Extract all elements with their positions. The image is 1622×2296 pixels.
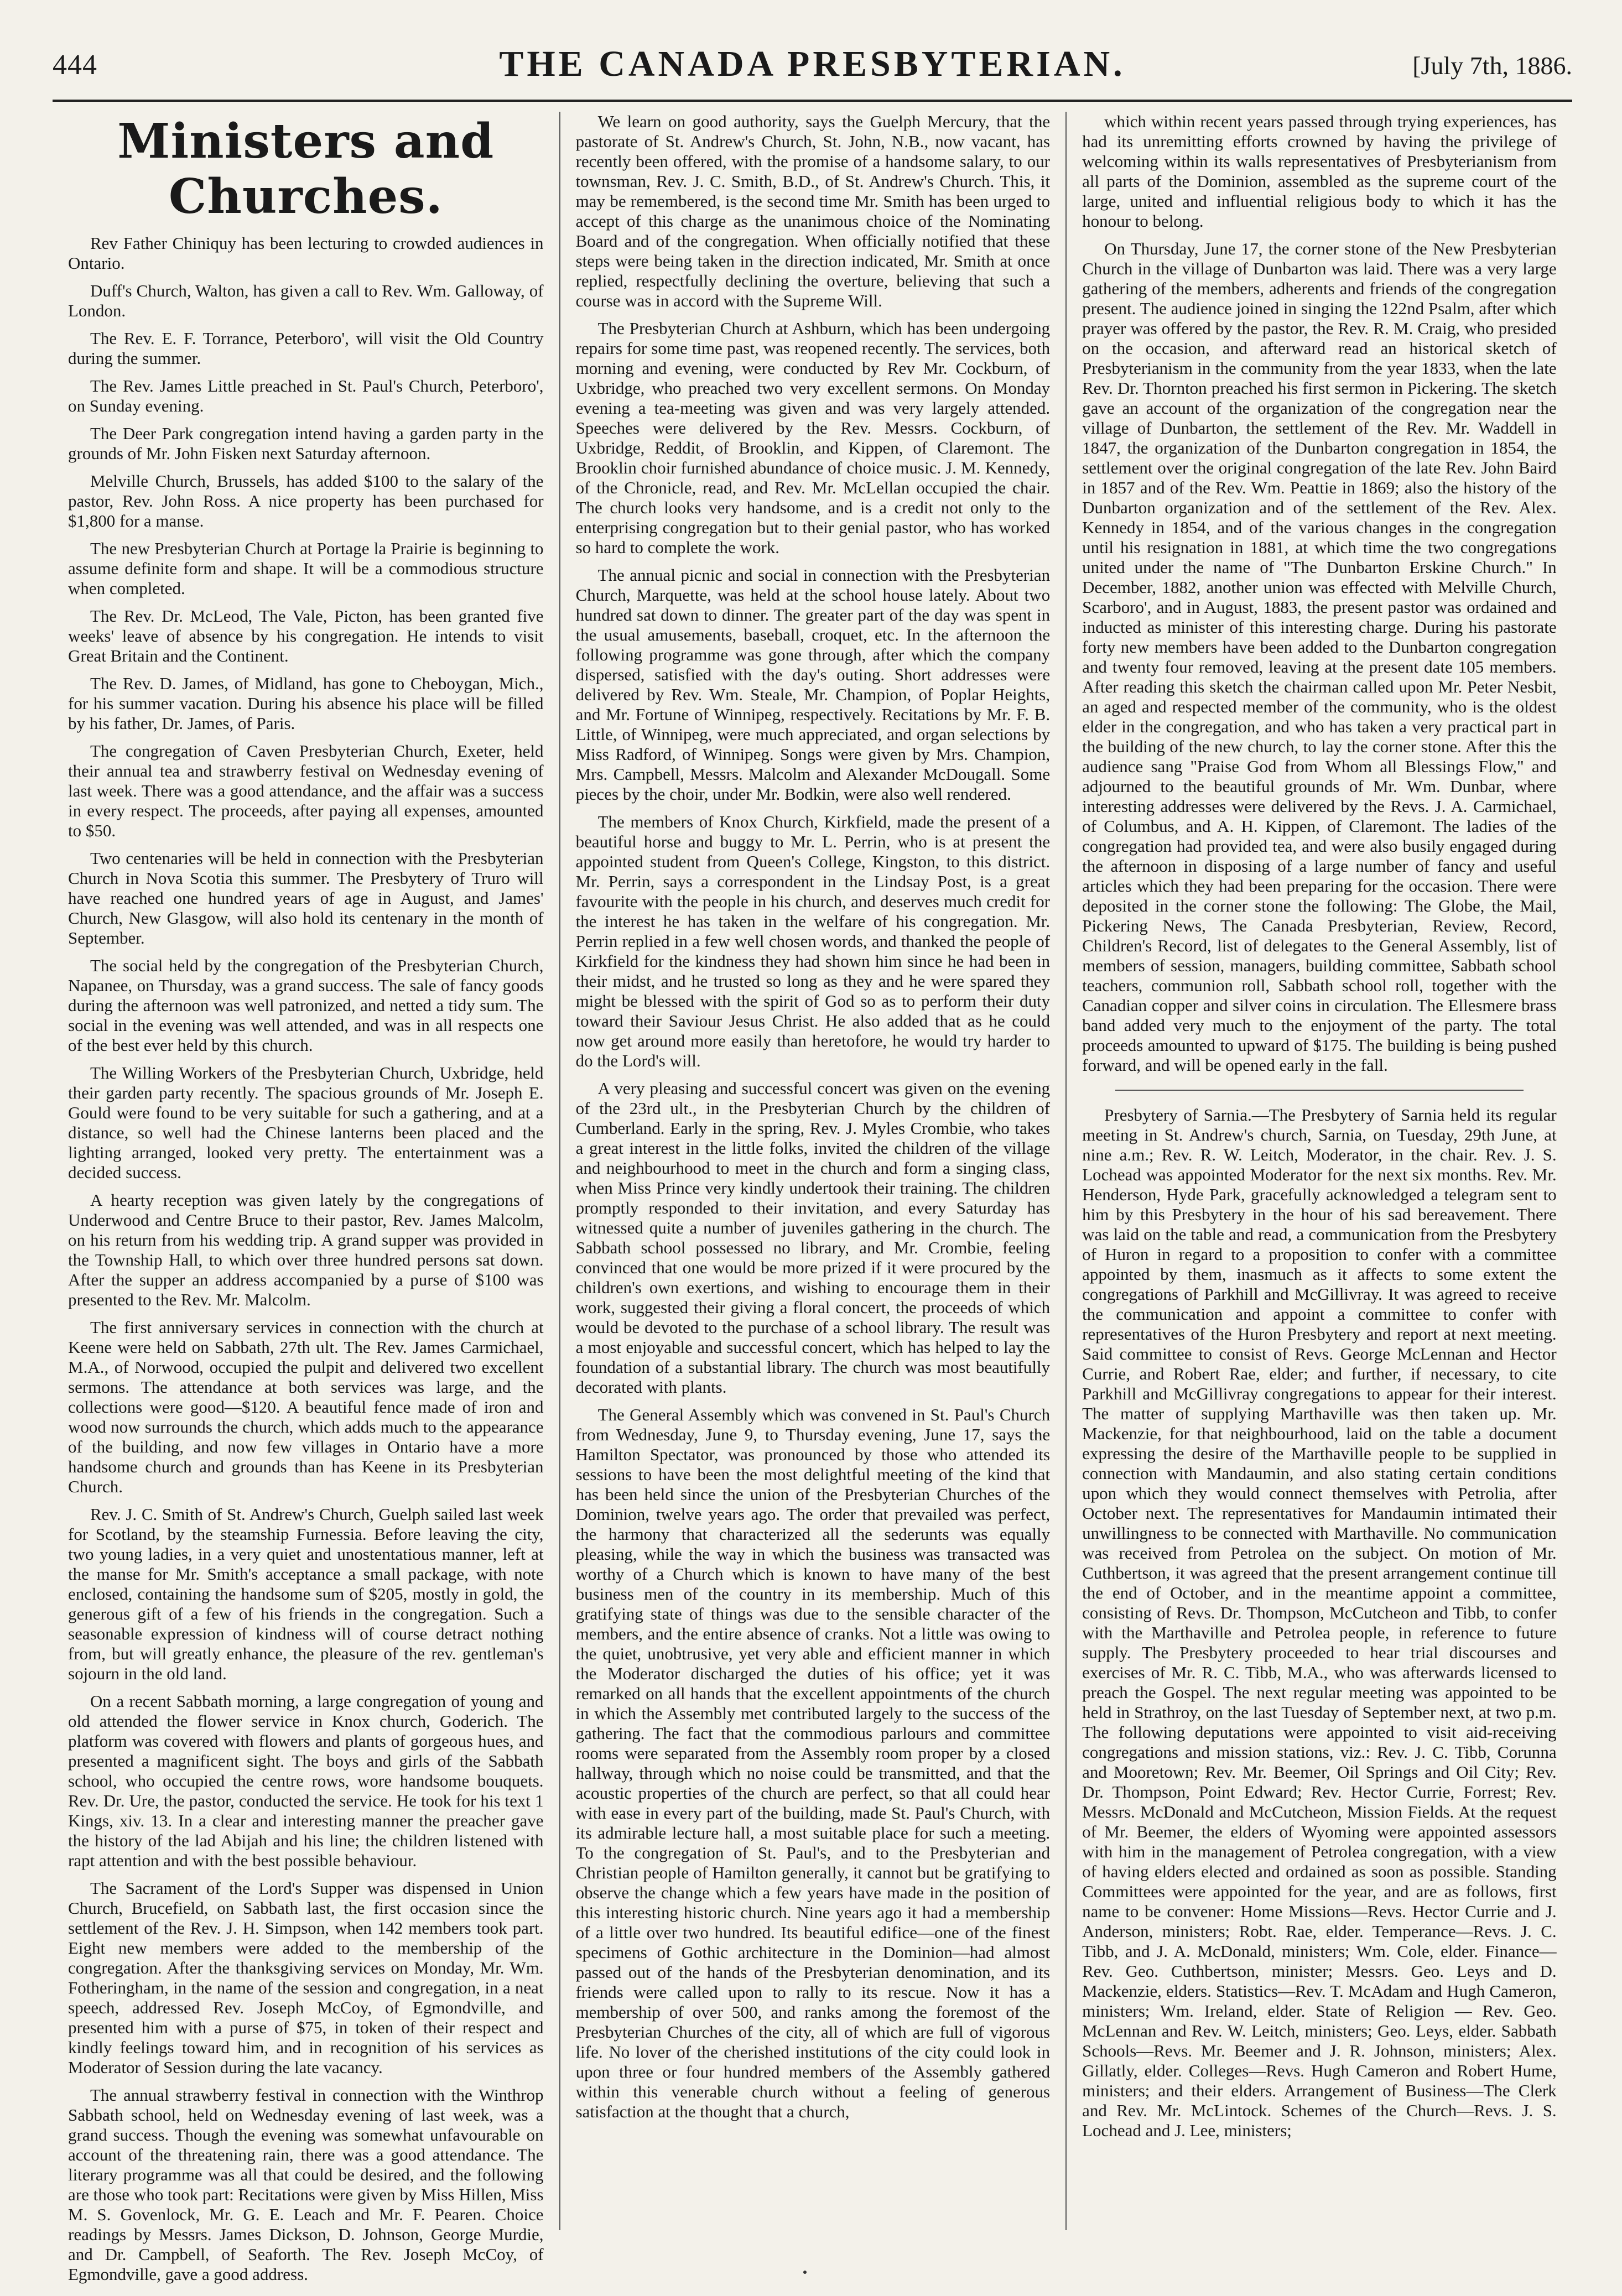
article-paragraph: On Thursday, June 17, the corner stone of the New Presbyterian Church in the village of Dunbarton was laid. There was a very large gathering of the members, adherents and friends of the congregation present. The audience joined in singing the 122nd Psalm, after which prayer was offered by the pastor, the Rev. R. M. Craig, who presided on the occasion, and afterward read an historical sketch of Presbyterianism in the community from the year 1833, when the late Rev. Dr. Thornton preached his first sermon in Pickering. The sketch gave an account of the organization of the congregation near the village of Dunbarton, the settlement of the Rev. Mr. Waddell in 1847, the organization of the Dunbarton congregation in 1854, the settlement over the original congregation of the late Rev. John Baird in 1857 and of the Rev. Wm. Peattie in 1869; also the history of the Dunbarton organization and of the settlement of the Rev. Alex. Kennedy in 1854, and of the various changes in the congregation until his resignation in 1881, at which time the two congregations united under the name of "The Dunbarton Erskine Church." In December, 1882, another union was effected with Melville Church, Scarboro', and in August, 1883, the present pastor was ordained and inducted as minister of this interesting charge. During his pastorate forty new members have been added to the Dunbarton congregation and twenty four removed, leaving at the present date 105 members. After reading this sketch the chairman called upon Mr. Peter Nesbit, an aged and respected member of the community, who is the oldest elder in the congregation, and who has taken a very practical part in the building of the new church, to lay the corner stone. After this the audience sang "Praise God from Whom all Blessings Flow," and adjourned to the beautiful grounds of Mr. Wm. Dunbar, where interesting addresses were delivered by the Revs. J. A. Carmichael, of Columbus, and A. H. Kippen, of Claremont. The ladies of the congregation had provided tea, and were also busily engaged during the afternoon in disposing of a large number of fancy and useful articles which they had been preparing for the occasion. There were deposited in the corner stone the following: The Globe, the Mail, Pickering News, The Canada Presbyterian, Review, Record, Children's Record, list of delegates to the General Assembly, list of members of session, managers, building committee, Sabbath school teachers, communion roll, Sabbath school roll, together with the Canadian copper and silver coins in circulation. The Ellesmere brass band added very much to the enjoyment of the party. The total proceeds amounted to upward of $175. The building is being pushed forward, and will be opened early in the fall. xyxy=(1082,239,1557,1075)
article-columns xyxy=(53,112,1572,2284)
article-paragraph: Two centenaries will be held in connection with the Presbyterian Church in Nova Scotia this summer. The Presbytery of Truro will have reached one hundred years of age in August, and James' Church, New Glasgow, will also hold its centenary in the month of September. xyxy=(68,848,544,947)
article-paragraph: The General Assembly which was convened in St. Paul's Church from Wednesday, June 9, to Thursday evening, June 17, says the Hamilton Spectator, was pronounced by those who attended its sessions to have been the most delightful meeting of the kind that has been held since the union of the Presbyterian Churches of the Dominion, twelve years ago. The order that prevailed was perfect, the harmony that characterized all the sederunts was equally pleasing, while the way in which the business was transacted was worthy of a Church which is known to have many of the best business men of the country in its membership. Much of this gratifying state of things was due to the sensible character of the members, and the entire absence of cranks. Not a little was owing to the quiet, unobtrusive, yet very able and efficient manner in which the Moderator discharged the duties of his office; yet it was remarked on all hands that the excellent appointments of the church in which the Assembly met contributed largely to the success of the gathering. The fact that the commodious parlours and committee rooms were separated from the Assembly room proper by a closed hallway, through which no noise could be transmitted, and that the acoustic properties of the church are perfect, so that all could hear with ease in every part of the building, made St. Paul's Church, with its admirable lecture hall, a most suitable place for such a meeting. To the congregation of St. Paul's, and to the Presbyterian and Christian people of Hamilton generally, it cannot but be gratifying to observe the change which a few years have made in the position of this interesting historic church. Nine years ago it had a membership of a little over two hundred. Its beautiful edifice—one of the finest specimens of Gothic architecture in the Dominion—had almost passed out of the hands of the Presbyterian denomination, and its friends were called upon to rally to its rescue. Now it has a membership of over 500, and ranks among the foremost of the Presbyterian Churches of the city, all of which are full of vigorous life. No lover of the cherished institutions of the city could look in upon three or four hundred members of the Assembly gathered within this venerable church without a feeling of generous satisfaction at the thought that a church, xyxy=(575,1405,1051,2121)
article-paragraph: Rev Father Chiniquy has been lecturing to crowded audiences in Ontario. xyxy=(68,233,544,273)
article-paragraph: The Deer Park congregation intend having a garden party in the grounds of Mr. John Fisken next Saturday afternoon. xyxy=(68,424,544,463)
article-paragraph: The annual strawberry festival in connection with the Winthrop Sabbath school, held on Wednesday evening of last week, was a grand success. Though the evening was somewhat unfavourable on account of the threatening rain, there was a good attendance. The literary programme was all that could be desired, and the following are those who took part: Recitations were given by Miss Hillen, Miss M. S. Govenlock, Mr. G. E. Leach and Mr. F. Pearen. Choice readings by Messrs. James Dickson, D. Johnson, George Murdie, and Dr. Campbell, of Seaforth. The Rev. Joseph McCoy, of Egmondville, gave a good address. xyxy=(68,2085,544,2284)
article-paragraph: A hearty reception was given lately by the congregations of Underwood and Centre Bruce to their pastor, Rev. James Malcolm, on his return from his wedding trip. A grand supper was provided in the Township Hall, to which over three hundred persons sat down. After the supper an address accompanied by a purse of $100 was presented to the Rev. Mr. Malcolm. xyxy=(68,1190,544,1309)
article-paragraph: We learn on good authority, says the Guelph Mercury, that the pastorate of St. Andrew's Church, St. John, N.B., now vacant, has recently been offered, with the promise of a handsome salary, to our townsman, Rev. J. C. Smith, B.D., of St. Andrew's Church. This, it may be remembered, is the second time Mr. Smith has been urged to accept of this charge as the unanimous choice of the Nominating Board and of the congregation. When officially notified that these steps were being taken in the direction indicated, Mr. Smith at once replied, respectfully declining the overture, believing that such a course was in accord with the Supreme Will. xyxy=(575,112,1051,310)
article-paragraph: The congregation of Caven Presbyterian Church, Exeter, held their annual tea and strawberry festival on Wednesday evening of last week. There was a good attendance, and the affair was a success in every respect. The proceeds, after paying all expenses, amounted to $50. xyxy=(68,741,544,840)
article-paragraph: The members of Knox Church, Kirkfield, made the present of a beautiful horse and buggy to Mr. L. Perrin, who is at present the appointed student from Queen's College, Kingston, to this district. Mr. Perrin, says a correspondent in the Lindsay Post, is a great favourite with the people in his church, and deserves much credit for the interest he has taken in the welfare of his congregation. Mr. Perrin replied in a few well chosen words, and thanked the people of Kirkfield for the kindness they had shown him since he had been in their midst, and he trusted so long as they and he were spared they might be blessed with the spirit of God so as to perform their duty toward their Saviour Jesus Christ. He also added that as he could now get around more easily than heretofore, he would try harder to do the Lord's will. xyxy=(575,812,1051,1070)
article-paragraph: Rev. J. C. Smith of St. Andrew's Church, Guelph sailed last week for Scotland, by the steamship Furnessia. Before leaving the city, two young ladies, in a very quiet and unostentatious manner, left at the manse for Mr. Smith's acceptance a small package, with note enclosed, containing the handsome sum of $205, mostly in gold, the generous gift of a few of his friends in the congregation. Such a seasonable expression of kindness will of course detract nothing from, but will greatly enhance, the pleasure of the rev. gentleman's sojourn in the old land. xyxy=(68,1504,544,1683)
article-paragraph: The annual picnic and social in connection with the Presbyterian Church, Marquette, was held at the school house lately. About two hundred sat down to dinner. The greater part of the day was spent in the usual amusements, baseball, croquet, etc. In the afternoon the following programme was gone through, after which the company dispersed, satisfied with the day's outing. Short addresses were delivered by Rev. Wm. Steale, Mr. Champion, of Poplar Heights, and Mr. Fortune of Winnipeg, respectively. Recitations by Mr. F. B. Little, of Winnipeg, were much appreciated, and organ selections by Miss Radford, of Winnipeg. Songs were given by Mrs. Champion, Mrs. Campbell, Messrs. Malcolm and Alexander McDougall. Some pieces by the choir, under Mr. Bodkin, were also well rendered. xyxy=(575,565,1051,804)
page-mark xyxy=(803,2271,807,2274)
page-number: 444 xyxy=(53,49,97,81)
issue-date: [July 7th, 1886. xyxy=(1412,51,1572,80)
section-title: Ministers and Churches. xyxy=(117,113,495,225)
article-paragraph: The new Presbyterian Church at Portage la Prairie is beginning to assume definite form and shape. It will be a commodious structure when completed. xyxy=(68,539,544,598)
article-paragraph: The Sacrament of the Lord's Supper was dispensed in Union Church, Brucefield, on Sabbath last, the first occasion since the settlement of the Rev. J. H. Simpson, when 142 members took part. Eight new members were added to the membership of the congregation. After the thanksgiving services on Monday, Mr. Wm. Fotheringham, in the name of the session and congregation, in a neat speech, addressed Rev. Joseph McCoy, of Egmondville, and presented him with a purse of $75, in token of their respect and kindly feelings toward him, and in recognition of his services as Moderator of Session during the late vacancy. xyxy=(68,1878,544,2077)
article-paragraph: Melville Church, Brussels, has added $100 to the salary of the pastor, Rev. John Ross. A nice property has been purchased for $1,800 for a manse. xyxy=(68,471,544,530)
article-paragraph: A very pleasing and successful concert was given on the evening of the 23rd ult., in the Presbyterian Church by the children of Cumberland. Early in the spring, Rev. J. Myles Crombie, who takes a great interest in the little folks, invited the children of the village and neighbourhood to meet in the church and form a singing class, when Miss Prince very kindly undertook their training. The children promptly responded to their invitation, and every Saturday has witnessed quite a number of juveniles gathering in the church. The Sabbath school possessed no library, and Mr. Crombie, feeling convinced that one would be more prized if it were procured by the children's own exertions, and wishing to encourage them in their work, suggested their giving a floral concert, the proceeds of which would be devoted to the purchase of a school library. The result was a most enjoyable and successful concert, which has helped to lay the foundation of a substantial library. The church was most beautifully decorated with plants. xyxy=(575,1079,1051,1397)
masthead-title: THE CANADA PRESBYTERIAN. xyxy=(499,44,1126,84)
article-paragraph: which within recent years passed through trying experiences, has had its unremitting efforts crowned by having the privilege of welcoming within its walls representatives of Presbyterianism from all parts of the Dominion, assembled as the supreme court of the large, united and influential religious body to which it has the honour to belong. xyxy=(1082,112,1557,231)
article-paragraph: The Presbyterian Church at Ashburn, which has been undergoing repairs for some time past, was reopened recently. The services, both morning and evening, were conducted by Rev Mr. Cockburn, of Uxbridge, who preached two very excellent sermons. On Monday evening a tea-meeting was given and was very largely attended. Speeches were delivered by the Rev. Messrs. Cockburn, of Uxbridge, Reddit, of Brooklin, and Kippen, of Claremont. The Brooklin choir furnished abundance of choice music. J. M. Kennedy, of the Chronicle, read, and Rev. Mr. McLellan occupied the chair. The church looks very handsome, and is a credit not only to the enterprising congregation but to their genial pastor, who has worked so hard to complete the work. xyxy=(575,319,1051,557)
article-paragraph: Duff's Church, Walton, has given a call to Rev. Wm. Galloway, of London. xyxy=(68,281,544,320)
column-middle xyxy=(559,112,1066,2230)
article-paragraph: On a recent Sabbath morning, a large congregation of young and old attended the flower service in Knox church, Goderich. The platform was covered with flowers and plants of gorgeous hues, and presented a magnificent sight. The boys and girls of the Sabbath school, who occupied the centre rows, wore handsome bouquets. Rev. Dr. Ure, the pastor, conducted the service. He took for his text 1 Kings, xiv. 13. In a clear and interesting manner the preacher gave the history of the lad Abijah and his line; the children listened with rapt attention and with the best possible behaviour. xyxy=(68,1691,544,1870)
article-paragraph: The Rev. James Little preached in St. Paul's Church, Peterboro', on Sunday evening. xyxy=(68,376,544,415)
article-paragraph: The Rev. D. James, of Midland, has gone to Cheboygan, Mich., for his summer vacation. During his absence his place will be filled by his father, Dr. James, of Paris. xyxy=(68,674,544,733)
article-paragraph: The social held by the congregation of the Presbyterian Church, Napanee, on Thursday, was a grand success. The sale of fancy goods during the afternoon was well patronized, and netted a tidy sum. The social in the evening was well attended, and was in all respects one of the best ever held by this church. xyxy=(68,956,544,1055)
article-paragraph: The Rev. Dr. McLeod, The Vale, Picton, has been granted five weeks' leave of absence by his congregation. He intends to visit Great Britain and the Continent. xyxy=(68,606,544,665)
article-paragraph: The Willing Workers of the Presbyterian Church, Uxbridge, held their garden party recently. The spacious grounds of Mr. Joseph E. Gould were found to be very suitable for such a gathering, and at a distance, so well had the Chinese lanterns been placed and the lighting arranged, looked very pretty. The entertainment was a decided success. xyxy=(68,1063,544,1182)
article-paragraph: The first anniversary services in connection with the church at Keene were held on Sabbath, 27th ult. The Rev. James Carmichael, M.A., of Norwood, occupied the pulpit and delivered two excellent sermons. The attendance at both services was large, and the collections were good—$120. A beautiful fence made of iron and wood now surrounds the church, which adds much to the appearance of the building, and now few villages in Ontario have a more handsome church and grounds than has Keene in its Presbyterian Church. xyxy=(68,1318,544,1496)
page-header xyxy=(53,39,1572,102)
article-paragraph: The Rev. E. F. Torrance, Peterboro', will visit the Old Country during the summer. xyxy=(68,329,544,368)
column-left xyxy=(53,112,559,2284)
section-divider xyxy=(1115,1090,1524,1091)
article-paragraph: Presbytery of Sarnia.—The Presbytery of Sarnia held its regular meeting in St. Andrew's church, Sarnia, on Tuesday, 29th June, at nine a.m.; Rev. R. W. Leitch, Moderator, in the chair. Rev. J. S. Lochead was appointed Moderator for the next six months. Rev. Mr. Henderson, Hyde Park, gracefully acknowledged a telegram sent to him by this Presbytery in the hour of his sad bereavement. There was laid on the table and read, a communication from the Presbytery of Huron in regard to a proposition to confer with a committee appointed by them, inasmuch as it affects to some extent the congregations of Parkhill and McGillivray. It was agreed to receive the communication and appoint a committee to confer with representatives of the Huron Presbytery and report at next meeting. Said committee to consist of Revs. George McLennan and Hector Currie, and Robert Rae, elder; and further, if necessary, to cite Parkhill and McGillivray congregations to appear for their interest. The matter of supplying Marthaville was then taken up. Mr. Mackenzie, for that neighbourhood, laid on the table a document expressing the desire of the Marthaville people to be supplied in connection with Mandaumin, and also stating certain conditions upon which they would connect themselves with Petrolia, after October next. The representatives for Mandaumin intimated their unwillingness to be connected with Marthaville. No communication was received from Petrolea on the subject. On motion of Mr. Cuthbertson, it was agreed that the present arrangement continue till the end of October, and in the meantime appoint a committee, consisting of Revs. Dr. Thompson, McCutcheon and Tibb, to confer with the Marthaville and Petrolea people, in reference to future supply. The Presbytery proceeded to hear trial discourses and exercises of Mr. R. C. Tibb, M.A., who was afterwards licensed to preach the Gospel. The next regular meeting was appointed to be held in Strathroy, on the last Tuesday of September next, at two p.m. The following deputations were appointed to visit aid-receiving congregations and mission stations, viz.: Rev. J. C. Tibb, Corunna and Mooretown; Rev. Mr. Beemer, Oil Springs and Oil City; Rev. Dr. Thompson, Point Edward; Rev. Hector Currie, Forrest; Rev. Messrs. McDonald and McCutcheon, Mission Fields. At the request of Mr. Beemer, the elders of Wyoming were appointed assessors with him in the management of Petrolea congregation, with a view of having elders elected and ordained as soon as possible. Standing Committees were appointed for the year, and are as follows, first name to be convener: Home Missions—Revs. Hector Currie and J. Anderson, ministers; Robt. Rae, elder. Temperance—Revs. J. C. Tibb, and J. A. McDonald, ministers; Wm. Cole, elder. Finance—Rev. Geo. Cuthbertson, minister; Messrs. Geo. Leys and D. Mackenzie, elders. Statistics—Rev. T. McAdam and Hugh Cameron, ministers; Wm. Ireland, elder. State of Religion — Rev. Geo. McLennan and Rev. W. Leitch, ministers; Geo. Leys, elder. Sabbath Schools—Revs. Mr. Beemer and J. R. Johnson, ministers; Alex. Gillatly, elder. Colleges—Revs. Hugh Cameron and Robert Hume, ministers; and their elders. Arrangement of Business—The Clerk and Rev. Mr. McLintock. Schemes of the Church—Revs. J. S. Lochead and J. Lee, ministers; xyxy=(1082,1105,1557,2140)
column-right xyxy=(1065,112,1572,2230)
